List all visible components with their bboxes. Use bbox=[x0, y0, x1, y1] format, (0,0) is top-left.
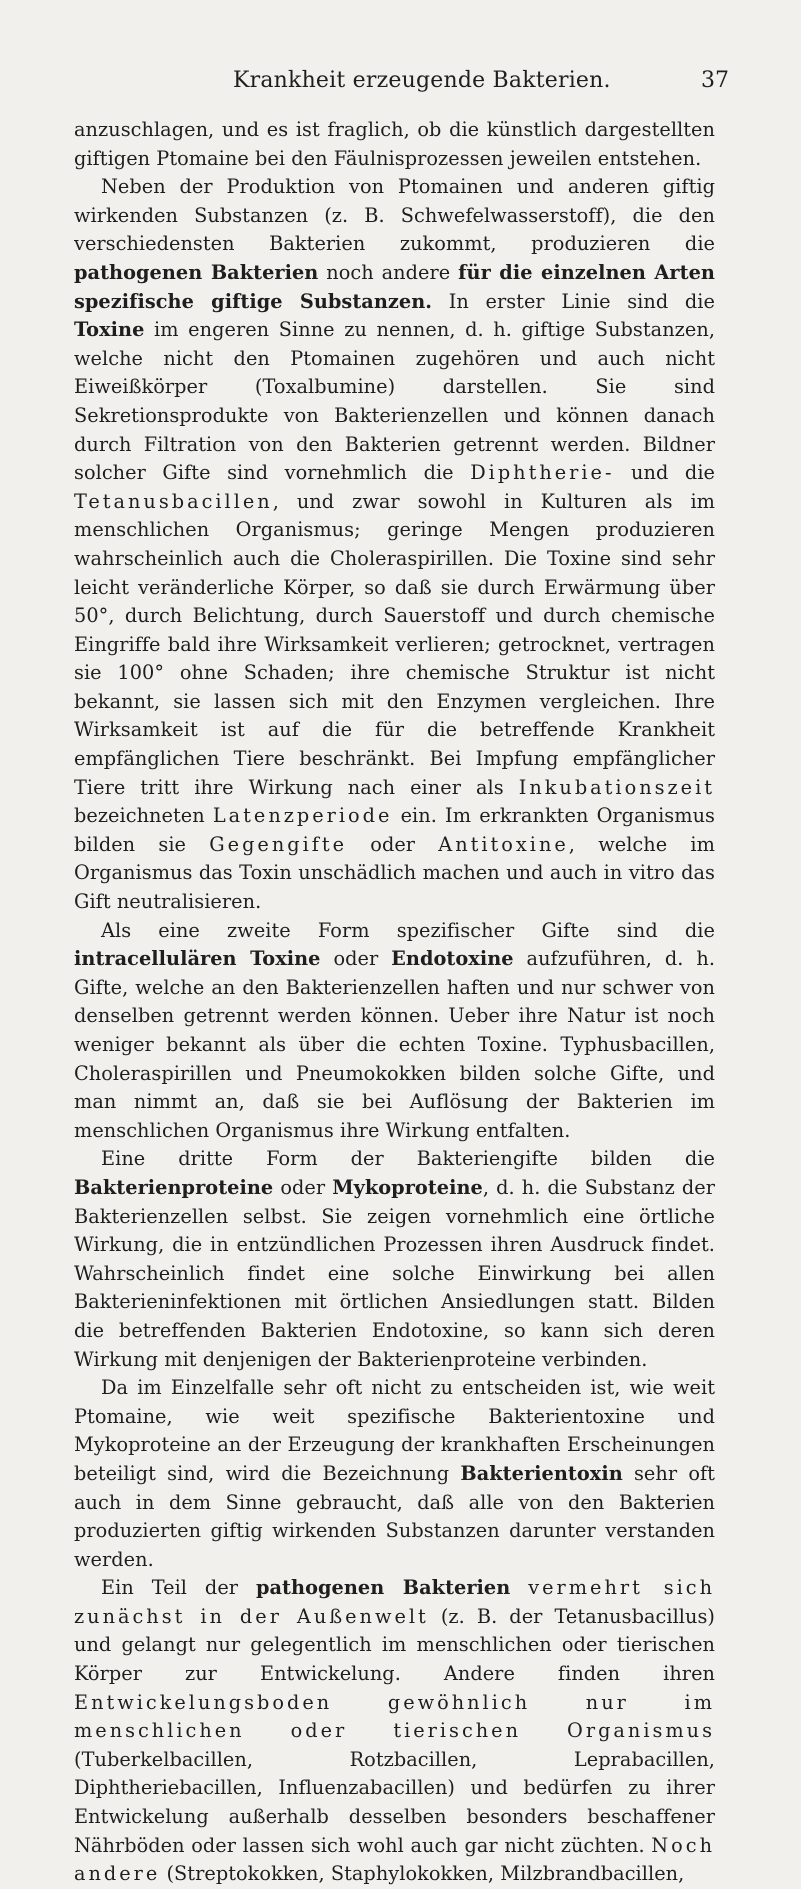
spaced-emphasis: Gegengifte bbox=[209, 832, 348, 856]
text-run: sehr oft auch in dem Sinne gebraucht, daß alle von den Bakterien produzierten giftig wirkenden Substanzen darunter verstanden werden. bbox=[74, 1461, 715, 1571]
text-run: , d. h. die Substanz der Bakterienzellen selbst. Sie zeigen vornehmlich eine örtliche Wirkung, die in entzündlichen Prozessen ihren Ausdruck findet. Wahrscheinlich findet eine solche Einwirkung bei allen Bakterieninfektionen mit örtlichen Ansiedlungen statt. Bilden die betreffenden Bakterien Endotoxine, so kann sich deren Wirkung mit denjenigen der Bakterienproteine verbinden. bbox=[74, 1175, 715, 1371]
page-number: 37 bbox=[701, 68, 729, 93]
running-title: Krankheit erzeugende Bakterien. bbox=[233, 68, 611, 93]
text-run bbox=[510, 1576, 528, 1599]
paragraph-p2 bbox=[74, 173, 715, 916]
text-run: noch andere bbox=[318, 260, 459, 284]
spaced-emphasis: Inkubationszeit bbox=[518, 775, 715, 799]
text-run: oder bbox=[273, 1175, 333, 1199]
body-text bbox=[74, 116, 715, 1889]
spaced-emphasis: Latenzperiode bbox=[212, 804, 393, 828]
paragraph-p6 bbox=[74, 1574, 715, 1889]
page-header bbox=[0, 58, 801, 98]
paragraph-p5 bbox=[74, 1374, 715, 1574]
bold-term: für die einzelnen Arten spezifische giftige Substanzen. bbox=[74, 260, 715, 313]
text-run: (Tuberkelbacillen, Rotzbacillen, Leprabacillen, Diphtheriebacillen, Influenzabacillen) und bedürfen zu ihrer Entwickelung außerhalb desselben besonders beschaffener Nährböden oder lassen sich wohl auch gar nicht züchten. bbox=[74, 1747, 715, 1857]
text-run: oder bbox=[320, 947, 392, 971]
paragraph-p3 bbox=[74, 917, 715, 1146]
paragraph-p1 bbox=[74, 116, 715, 173]
spaced-emphasis: vermehrt sich zunächst in der Außenwelt bbox=[74, 1576, 715, 1628]
bold-term: intracellulären Toxine bbox=[74, 947, 321, 971]
text-run: Eine dritte Form der Bakteriengifte bilden die bbox=[101, 1147, 715, 1171]
text-run: ein. Im erkrankten Organismus bilden sie bbox=[74, 804, 716, 856]
spaced-emphasis: Diphtherie- bbox=[470, 461, 615, 485]
text-run: und die bbox=[614, 461, 715, 485]
spaced-emphasis: Entwickelungsboden gewöhnlich nur im menschlichen oder tierischen Organismus bbox=[74, 1690, 715, 1743]
text-run: , welche im Organismus das Toxin unschädlich machen und auch in vitro das Gift neutralisieren. bbox=[74, 832, 715, 914]
text-run: Da im Einzelfalle sehr oft nicht zu entscheiden ist, wie weit Ptomaine, wie weit spezifische Bakterientoxine und Mykoproteine an der Erzeugung der krankhaften Erscheinungen beteiligt sind, wird die Bezeichnung bbox=[74, 1376, 715, 1485]
bold-term: Mykoproteine bbox=[332, 1175, 483, 1199]
text-run: Als eine zweite Form spezifischer Gifte sind die bbox=[101, 918, 715, 942]
text-run: Neben der Produktion von Ptomainen und anderen giftig wirkenden Substanzen (z. B. Schwefelwasserstoff), die den verschiedensten Bakterien zukommt, produzieren die bbox=[74, 175, 715, 256]
bold-term: pathogenen Bakterien bbox=[255, 1576, 511, 1600]
bold-term: Toxine bbox=[74, 318, 145, 342]
bold-term: Bakterienproteine bbox=[74, 1175, 274, 1199]
bold-term: pathogenen Bakterien bbox=[74, 260, 319, 284]
text-run: (z. B. der Tetanusbacillus) und gelangt nur gelegentlich im menschlichen oder tierischen Körper zur Entwickelung. Andere finden ihren bbox=[74, 1604, 716, 1686]
text-run: , und zwar sowohl in Kulturen als im menschlichen Organismus; geringe Mengen produzieren wahrscheinlich auch die Choleraspirillen. Die Toxine sind sehr leicht veränderliche Körper, so daß sie durch Erwärmung über 50°, durch Belichtung, durch Sauerstoff und durch chemische Eingriffe bald ihre Wirksamkeit verlieren; getrocknet, vertragen sie 100° ohne Schaden; ihre chemische Struktur ist nicht bekannt, sie lassen sich mit den Enzymen vergleichen. Ihre Wirksamkeit ist auf die für die betreffende Krankheit empfänglichen Tiere beschränkt. Bei Impfung empfänglicher Tiere tritt ihre Wirkung nach einer als bbox=[74, 489, 715, 799]
bold-term: Bakterientoxin bbox=[460, 1461, 623, 1485]
text-run: aufzuführen, d. h. Gifte, welche an den Bakterienzellen haften und nur schwer von denselben getrennt werden können. Ueber ihre Natur ist noch weniger bekannt als über die echten Toxine. Typhusbacillen, Choleraspirillen und Pneumokokken bilden solche Gifte, und man nimmt an, daß sie bei Auflösung der Bakterien im menschlichen Organismus ihre Wirkung entfalten. bbox=[74, 947, 715, 1142]
spaced-emphasis: Tetanusbacillen bbox=[74, 489, 273, 513]
text-run: im engeren Sinne zu nennen, d. h. giftige Substanzen, welche nicht den Ptomainen zugehören und auch nicht Eiweißkörper (Toxalbumine) darstellen. Sie sind Sekretionsprodukte von Bakterienzellen und können danach durch Filtration von den Bakterien getrennt werden. Bildner solcher Gifte sind vornehmlich die bbox=[74, 318, 715, 485]
bold-term: Endotoxine bbox=[391, 947, 514, 971]
spaced-emphasis: Noch andere bbox=[74, 1833, 715, 1886]
paragraph-p4 bbox=[74, 1145, 715, 1374]
text-run: In erster Linie sind die bbox=[432, 289, 715, 313]
text-run: (Streptokokken, Staphylokokken, Milzbrandbacillen, bbox=[160, 1862, 685, 1886]
spaced-emphasis: Antitoxine bbox=[438, 832, 569, 856]
text-run: bezeichneten bbox=[74, 804, 213, 828]
text-run: oder bbox=[347, 832, 439, 856]
text-run: Ein Teil der bbox=[101, 1576, 256, 1600]
text-run: anzuschlagen, und es ist fraglich, ob die künstlich dargestellten giftigen Ptomaine bei den Fäulnisprozessen jeweilen entstehen. bbox=[74, 118, 715, 170]
